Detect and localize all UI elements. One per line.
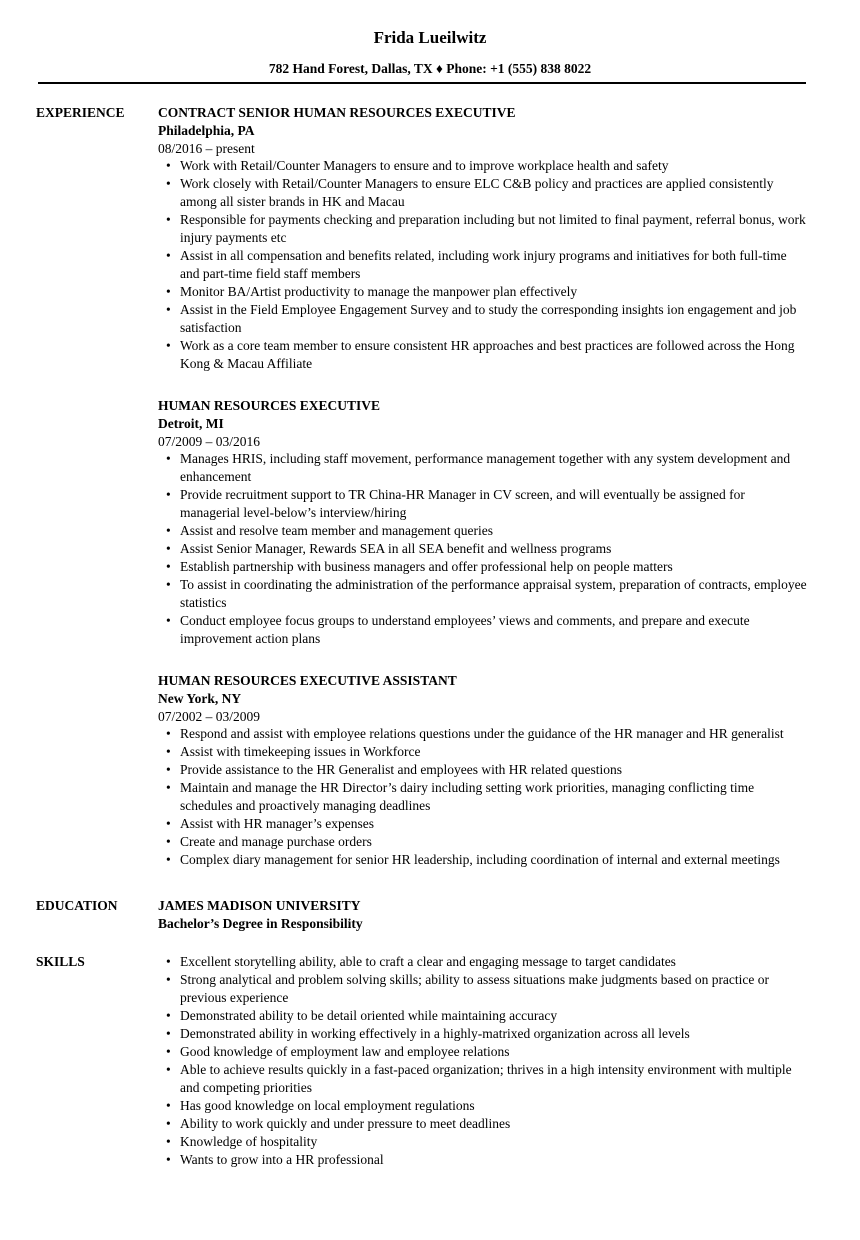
job-dates: 07/2002 – 03/2009 <box>158 709 261 724</box>
list-item: • Assist with HR manager’s expenses <box>158 815 808 833</box>
list-item: • Knowledge of hospitality <box>158 1133 808 1151</box>
job-location: Philadelphia, PA <box>158 123 255 138</box>
list-item: • Strong analytical and problem solving skills; ability to assess situations make judgments based on practice or previous experience <box>158 971 808 1007</box>
list-item: • Create and manage purchase orders <box>158 833 808 851</box>
skills-heading: SKILLS <box>36 954 85 969</box>
experience-section <box>0 104 860 869</box>
job-title: CONTRACT SENIOR HUMAN RESOURCES EXECUTIVE <box>158 105 516 120</box>
education-section <box>0 897 860 933</box>
list-item: • Work with Retail/Counter Managers to ensure and to improve workplace health and safety <box>158 157 808 175</box>
job-duties-list <box>158 157 808 373</box>
job-dates: 08/2016 – present <box>158 141 255 156</box>
job-title: HUMAN RESOURCES EXECUTIVE <box>158 398 381 413</box>
list-item: • Establish partnership with business managers and offer professional help on people matters <box>158 558 808 576</box>
list-item: • Wants to grow into a HR professional <box>158 1151 808 1169</box>
job-entry <box>158 104 808 373</box>
list-item: • Maintain and manage the HR Director’s dairy including setting work priorities, managing conflicting time schedules and proactively managing deadlines <box>158 779 808 815</box>
list-item: • Assist with timekeeping issues in Workforce <box>158 743 808 761</box>
job-location: New York, NY <box>158 691 242 706</box>
contact-line: 782 Hand Forest, Dallas, TX ♦ Phone: +1 (555) 838 8022 <box>268 61 592 76</box>
education-body <box>158 897 808 933</box>
list-item: • Demonstrated ability in working effectively in a highly-matrixed organization across all levels <box>158 1025 808 1043</box>
list-item: • Work closely with Retail/Counter Managers to ensure ELC C&B policy and practices are applied consistently among all sister brands in HK and Macau <box>158 175 808 211</box>
education-heading: EDUCATION <box>36 898 118 913</box>
list-item: • Excellent storytelling ability, able to craft a clear and engaging message to target candidates <box>158 953 808 971</box>
list-item: • Able to achieve results quickly in a fast-paced organization; thrives in a high intensity environment with multiple and competing priorities <box>158 1061 808 1097</box>
skills-list <box>158 953 808 1169</box>
list-item: • Has good knowledge on local employment regulations <box>158 1097 808 1115</box>
skills-body <box>158 953 808 1169</box>
job-entry <box>158 397 808 648</box>
list-item: • Assist and resolve team member and management queries <box>158 522 808 540</box>
list-item: • To assist in coordinating the administration of the performance appraisal system, preparation of contracts, employee statistics <box>158 576 808 612</box>
list-item: • Assist in the Field Employee Engagement Survey and to study the corresponding insights ion engagement and job satisfaction <box>158 301 808 337</box>
job-duties-list <box>158 725 808 869</box>
list-item: • Assist Senior Manager, Rewards SEA in all SEA benefit and wellness programs <box>158 540 808 558</box>
list-item: • Good knowledge of employment law and employee relations <box>158 1043 808 1061</box>
list-item: • Demonstrated ability to be detail oriented while maintaining accuracy <box>158 1007 808 1025</box>
list-item: • Provide recruitment support to TR China-HR Manager in CV screen, and will eventually be assigned for managerial level-below’s interview/hiring <box>158 486 808 522</box>
degree: Bachelor’s Degree in Responsibility <box>158 916 363 931</box>
list-item: • Monitor BA/Artist productivity to manage the manpower plan effectively <box>158 283 808 301</box>
experience-heading: EXPERIENCE <box>36 105 125 120</box>
list-item: • Complex diary management for senior HR leadership, including coordination of internal and external meetings <box>158 851 808 869</box>
job-location: Detroit, MI <box>158 416 224 431</box>
candidate-name: Frida Lueilwitz <box>373 28 487 47</box>
skills-section <box>0 953 860 1169</box>
list-item: • Respond and assist with employee relations questions under the guidance of the HR manager and HR generalist <box>158 725 808 743</box>
job-duties-list <box>158 450 808 648</box>
list-item: • Work as a core team member to ensure consistent HR approaches and best practices are followed across the Hong Kong & Macau Affiliate <box>158 337 808 373</box>
job-title: HUMAN RESOURCES EXECUTIVE ASSISTANT <box>158 673 457 688</box>
school-name: JAMES MADISON UNIVERSITY <box>158 898 361 913</box>
list-item: • Responsible for payments checking and preparation including but not limited to final payment, referral bonus, work injury payments etc <box>158 211 808 247</box>
job-dates: 07/2009 – 03/2016 <box>158 434 261 449</box>
list-item: • Assist in all compensation and benefits related, including work injury programs and initiatives for both full-time and part-time field staff members <box>158 247 808 283</box>
header-divider <box>38 82 806 84</box>
job-entry <box>158 672 808 869</box>
list-item: • Provide assistance to the HR Generalist and employees with HR related questions <box>158 761 808 779</box>
list-item: • Manages HRIS, including staff movement, performance management together with any system development and enhancement <box>158 450 808 486</box>
list-item: • Ability to work quickly and under pressure to meet deadlines <box>158 1115 808 1133</box>
list-item: • Conduct employee focus groups to understand employees’ views and comments, and prepare and execute improvement action plans <box>158 612 808 648</box>
experience-body <box>158 104 808 869</box>
